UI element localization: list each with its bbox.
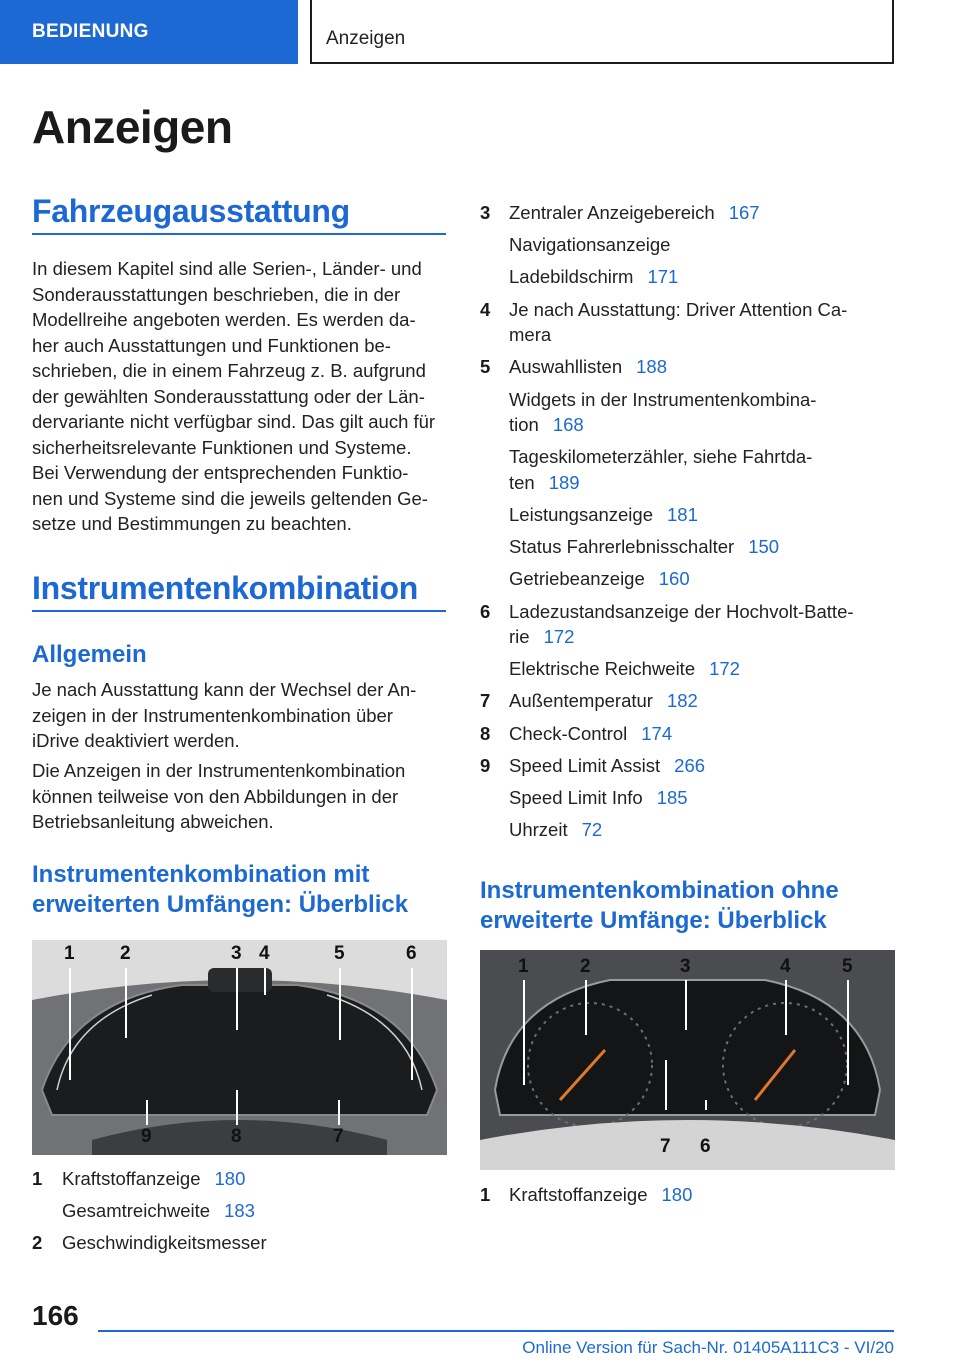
page-reference-link[interactable]: 174 bbox=[641, 722, 673, 744]
list-number: 6 bbox=[480, 600, 491, 622]
list-item-label: tion bbox=[509, 414, 539, 435]
page-reference-link[interactable]: 160 bbox=[658, 568, 690, 590]
list-item bbox=[509, 566, 879, 592]
list-number: 5 bbox=[480, 356, 491, 378]
callout-1: 1 bbox=[64, 943, 75, 964]
page-reference-link[interactable]: 183 bbox=[224, 1200, 255, 1221]
text-line: zeigen in der Instrumentenkombination über bbox=[32, 704, 393, 726]
list-number: 3 bbox=[480, 202, 491, 223]
list-item bbox=[509, 200, 879, 226]
list-number: 9 bbox=[480, 754, 491, 776]
list-item bbox=[509, 599, 879, 650]
text-line: Sonderausstattungen beschrieben, die in der bbox=[32, 283, 401, 305]
page-reference-link[interactable]: 172 bbox=[543, 626, 575, 647]
list-item-label: Tageskilometerzähler, siehe Fahrtda‐ bbox=[509, 446, 813, 468]
list-item-label: Getriebeanzeige bbox=[509, 568, 645, 590]
callout-3: 3 bbox=[680, 956, 691, 977]
page-reference-link[interactable]: 167 bbox=[728, 202, 760, 223]
list-number: 1 bbox=[32, 1168, 43, 1189]
page-reference-link[interactable]: 168 bbox=[552, 414, 584, 435]
list-item bbox=[509, 753, 879, 779]
text-line: In diesem Kapitel sind alle Serien-, Länder- und bbox=[32, 258, 422, 279]
page-number: 166 bbox=[32, 1300, 79, 1331]
text-line: erweiterten Umfängen: Überblick bbox=[32, 891, 409, 918]
list-item bbox=[509, 387, 879, 438]
list-item-label: Status Fahrerlebnisschalter bbox=[509, 536, 735, 558]
heading-instrumentenkombination: Instrumentenkombination bbox=[32, 570, 419, 606]
heading-rule bbox=[32, 233, 446, 235]
paragraph-allgemein-2 bbox=[32, 758, 452, 835]
callout-1: 1 bbox=[518, 956, 529, 977]
list-number: 1 bbox=[480, 1184, 491, 1205]
list-item-label: Je nach Ausstattung: Driver Attention Ca‐ bbox=[509, 298, 848, 320]
page-reference-link[interactable]: 188 bbox=[636, 356, 667, 378]
heading-kombi-mit bbox=[32, 860, 452, 920]
list-item bbox=[509, 264, 879, 290]
text-line: Instrumentenkombination ohne bbox=[480, 877, 839, 904]
list-item bbox=[509, 502, 879, 528]
list-item bbox=[509, 785, 879, 811]
list-item: Kraftstoffanzeige 180 bbox=[62, 1168, 246, 1189]
list-item-label: Elektrische Reichweite bbox=[509, 658, 696, 680]
list-item-label: Außentemperatur bbox=[509, 690, 653, 712]
text-line: Betriebsanleitung abweichen. bbox=[32, 811, 274, 832]
list-item bbox=[509, 444, 879, 495]
list-number: 7 bbox=[480, 690, 491, 712]
list-item-label: Uhrzeit bbox=[509, 819, 568, 841]
text-line: setze und Bestimmungen zu beachten. bbox=[32, 513, 352, 534]
section-tab: BEDIENUNG bbox=[0, 0, 298, 64]
footer-version-text: Online Version für Sach-Nr. 01405A111C3 - VI/20 bbox=[522, 1338, 894, 1357]
cluster-basic-image bbox=[480, 950, 895, 1170]
list-item bbox=[509, 688, 879, 714]
list-item bbox=[509, 297, 879, 348]
chapter-title: Anzeigen bbox=[310, 0, 894, 64]
text-line: Die Anzeigen in der Instrumentenkombination bbox=[32, 760, 406, 781]
text-line: der gewählten Sonderausstattung oder der Län‐ bbox=[32, 385, 425, 407]
list-item-label: Leistungsanzeige bbox=[509, 503, 653, 525]
text-line: iDrive deaktiviert werden. bbox=[32, 730, 240, 751]
text-line: erweiterte Umfänge: Überblick bbox=[480, 907, 827, 934]
text-line: Je nach Ausstattung kann der Wechsel der An‐ bbox=[32, 679, 417, 700]
list-number: 2 bbox=[32, 1232, 43, 1253]
list-item: Gesamtreichweite 183 bbox=[62, 1200, 255, 1221]
list-item bbox=[509, 232, 879, 258]
callout-9: 9 bbox=[141, 1126, 152, 1147]
text-line: Modellreihe angeboten werden. Es werden da‐ bbox=[32, 309, 416, 330]
list-item-label: Widgets in der Instrumentenkombina‐ bbox=[509, 388, 817, 410]
list-item-label: Check-Control bbox=[509, 722, 628, 744]
page-reference-link[interactable]: 182 bbox=[666, 690, 698, 712]
page-reference-link[interactable]: 171 bbox=[647, 266, 679, 288]
heading-kombi-ohne bbox=[480, 876, 900, 936]
callout-5: 5 bbox=[334, 943, 345, 964]
text-line: dervariante nicht verfügbar sind. Das gilt auch für bbox=[32, 411, 436, 432]
text-line: her auch Ausstattungen und Funktionen be‐ bbox=[32, 334, 391, 356]
paragraph-fahrzeugausstattung bbox=[32, 256, 452, 537]
text-line: schrieben, die in einem Fahrzeug z. B. aufgrund bbox=[32, 360, 426, 381]
heading-fahrzeugausstattung: Fahrzeugausstattung bbox=[32, 193, 350, 229]
page-reference-link[interactable]: 172 bbox=[709, 658, 740, 680]
list-item bbox=[509, 721, 879, 747]
text-line: Instrumentenkombination mit bbox=[32, 861, 370, 888]
page-reference-link[interactable]: 189 bbox=[548, 471, 580, 493]
heading-rule bbox=[32, 610, 446, 612]
list-item bbox=[509, 354, 879, 380]
callout-5: 5 bbox=[842, 956, 853, 977]
figure-cluster-extended bbox=[32, 940, 447, 1155]
page-reference-link[interactable]: 266 bbox=[674, 754, 706, 776]
heading-allgemein: Allgemein bbox=[32, 641, 147, 668]
callout-6: 6 bbox=[406, 943, 417, 964]
list-item-label: Navigationsanzeige bbox=[509, 234, 671, 256]
paragraph-allgemein-1 bbox=[32, 677, 452, 754]
page-reference-link[interactable]: 180 bbox=[214, 1168, 246, 1189]
page-reference-link[interactable]: 185 bbox=[656, 787, 688, 808]
list-item-label: rie bbox=[509, 626, 530, 647]
figure-cluster-basic bbox=[480, 950, 895, 1170]
callout-6: 6 bbox=[700, 1136, 711, 1157]
list-item bbox=[509, 817, 879, 843]
page-reference-link[interactable]: 72 bbox=[581, 819, 603, 841]
page-reference-link[interactable]: 181 bbox=[667, 503, 698, 525]
text-line: nen und Systeme sind die jeweils geltenden Ge‐ bbox=[32, 487, 428, 509]
list-item-label: Zentraler Anzeigebereich bbox=[509, 202, 715, 223]
cluster-extended-image bbox=[32, 940, 447, 1155]
page-reference-link[interactable]: 180 bbox=[661, 1184, 693, 1205]
callout-8: 8 bbox=[231, 1126, 242, 1147]
page-reference-link[interactable]: 150 bbox=[748, 536, 780, 558]
list-item-label: Auswahllisten bbox=[509, 356, 623, 378]
callout-4: 4 bbox=[259, 943, 270, 964]
list-number: 8 bbox=[480, 722, 491, 744]
list-item bbox=[509, 656, 879, 682]
text-line: können teilweise von den Abbildungen in der bbox=[32, 785, 399, 807]
list-item: Geschwindigkeitsmesser bbox=[62, 1232, 267, 1253]
list-item-label: mera bbox=[509, 324, 552, 346]
footer-rule bbox=[98, 1330, 894, 1332]
list-item-label: Speed Limit Info bbox=[509, 787, 643, 808]
callout-7: 7 bbox=[660, 1136, 671, 1157]
text-line: sicherheitsrelevante Funktionen und Systeme. bbox=[32, 436, 412, 458]
callout-4: 4 bbox=[780, 956, 791, 977]
list-item: Kraftstoffanzeige 180 bbox=[509, 1184, 693, 1205]
callout-2: 2 bbox=[580, 956, 591, 977]
list-item-label: Speed Limit Assist bbox=[509, 754, 661, 776]
list-item bbox=[509, 534, 879, 560]
list-number: 4 bbox=[480, 298, 491, 320]
page-title: Anzeigen bbox=[32, 101, 233, 153]
callout-2: 2 bbox=[120, 943, 131, 964]
text-line: Bei Verwendung der entsprechenden Funktio‐ bbox=[32, 462, 409, 483]
list-item-label: Ladezustandsanzeige der Hochvolt-Batte‐ bbox=[509, 600, 854, 622]
list-item-label: Ladebildschirm bbox=[509, 266, 634, 288]
callout-3: 3 bbox=[231, 943, 242, 964]
list-item-label: ten bbox=[509, 471, 535, 493]
callout-7: 7 bbox=[333, 1126, 344, 1147]
